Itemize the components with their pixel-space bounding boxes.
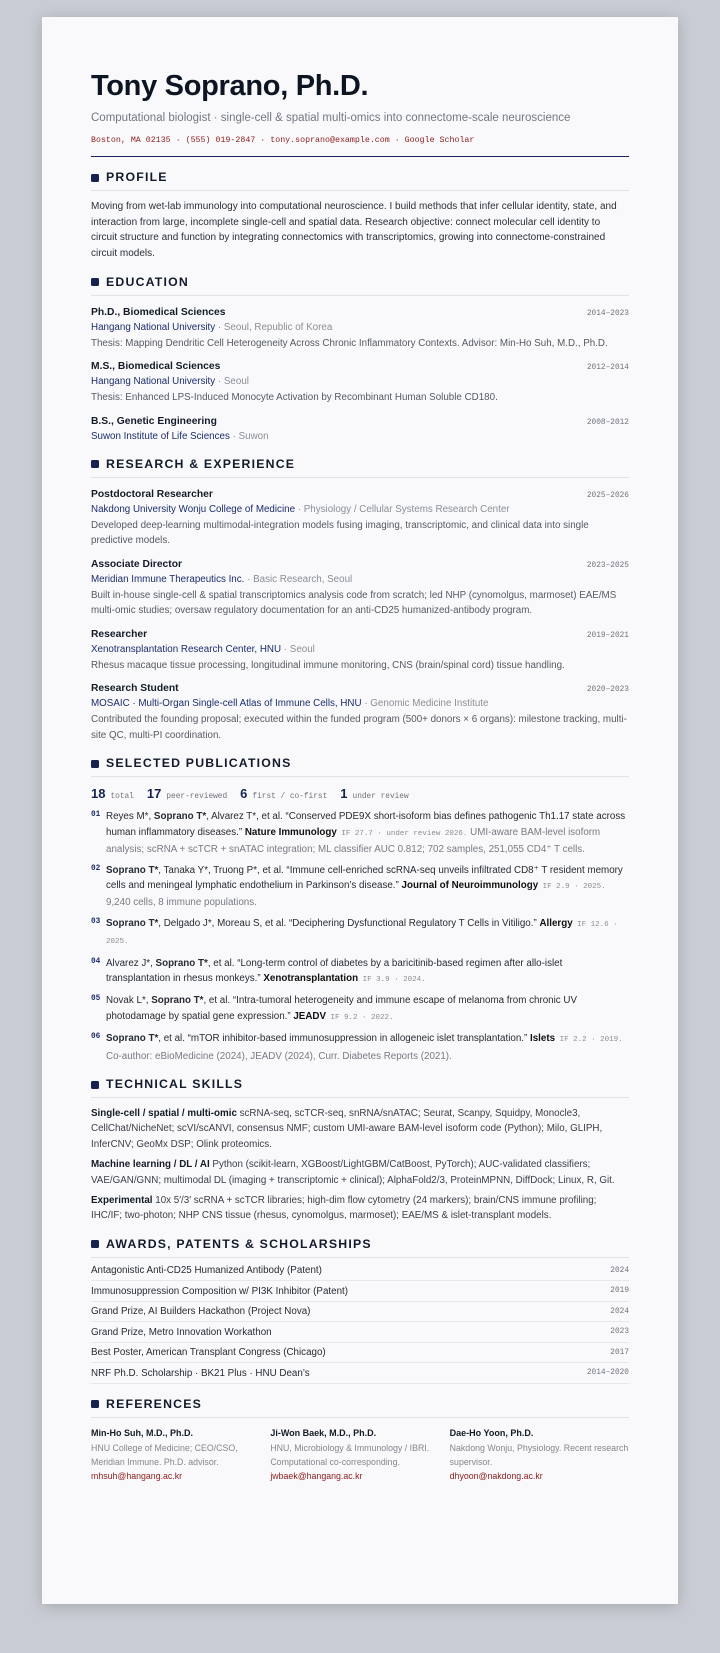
section-heading-awards: AWARDS, PATENTS & SCHOLARSHIPS [91, 1237, 629, 1258]
references-list [91, 1426, 629, 1483]
entry-location: · Genomic Medicine Institute [364, 698, 489, 710]
award-label: Grand Prize, Metro Innovation Workathon [91, 1326, 272, 1338]
self-author: Soprano T* [106, 917, 159, 929]
entry-title: Research Student [91, 683, 179, 695]
education-entry [91, 359, 629, 406]
section-marker-icon [91, 760, 99, 768]
reference-description: Nakdong Wonju, Physiology. Recent research supervisor. [449, 1442, 629, 1467]
self-author: Soprano T* [106, 864, 159, 876]
skill-category: Single-cell / spatial / multi-omic [91, 1108, 237, 1119]
stat-first-author: 6 first / co-first [240, 786, 328, 802]
reference-name: Min-Ho Suh, M.D., Ph.D. [91, 1427, 193, 1438]
journal-name: Islets [530, 1033, 556, 1045]
journal-name: Xenotransplantation [263, 972, 359, 984]
award-year: 2023 [610, 1328, 629, 1337]
journal-meta: IF 27.7 · under review 2026. [336, 829, 468, 838]
award-label: Best Poster, American Transplant Congress (Chicago) [91, 1347, 326, 1359]
section-marker-icon [91, 460, 99, 468]
publication-number: 01 [91, 811, 101, 820]
entry-description: Rhesus macaque tissue processing, longitudinal immune monitoring, CNS (brain/spinal cord) tissue handling. [91, 659, 565, 671]
publication-item: 02 Soprano T*, Tanaka Y*, Truong P*, et al. “Immune cell-enriched scRNA-seq unveils infiltrated CD8⁺ T resident memory cells and meningeal lymphatic endothelium in Parkinson’s disease.” Journal of Neuroimmunology IF 2.9 · 2025. 9,240 cells, 8 immune populations. [91, 863, 629, 911]
entry-title: Researcher [91, 628, 148, 640]
award-year: 2014–2020 [586, 1369, 629, 1378]
publication-number: 06 [91, 1033, 101, 1042]
self-author: Soprano T* [155, 957, 208, 969]
education-entry [91, 414, 629, 444]
journal-meta: IF 3.9 · 2024. [358, 975, 426, 984]
entry-description: Built in-house single-cell & spatial transcriptomics analysis code from scratch; led NHP (cynomolgus, marmoset) EAE/MS multi-omic studies; oversaw regulatory documentation for an anti-CD25 humanized-antibody program. [91, 589, 617, 617]
skill-category: Machine learning / DL / AI [91, 1159, 210, 1171]
reference-card [91, 1426, 270, 1483]
stat-total: 18 total [91, 786, 134, 802]
entry-org: Meridian Immune Therapeutics Inc. [91, 573, 245, 585]
education-entry [91, 305, 629, 352]
header-rule [91, 156, 629, 157]
award-label: Grand Prize, AI Builders Hackathon (Project Nova) [91, 1306, 311, 1318]
publication-stats [91, 786, 629, 801]
publication-number: 02 [91, 864, 101, 873]
reference-email-link[interactable]: jwbaek@hangang.ac.kr [270, 1470, 363, 1481]
entry-location: · Suwon [232, 430, 269, 442]
section-heading-publications: SELECTED PUBLICATIONS [91, 756, 629, 777]
entry-org: MOSAIC · Multi-Organ Single-cell Atlas of Immune Cells, HNU [91, 698, 362, 710]
reference-name: Ji-Won Baek, M.D., Ph.D. [270, 1427, 377, 1438]
self-author: Soprano T* [153, 811, 207, 823]
section-marker-icon [91, 1240, 99, 1248]
entry-location: · Basic Research, Seoul [247, 573, 353, 585]
award-row [91, 1363, 629, 1384]
publication-note: UMI-aware BAM-level isoform analysis; scRNA + scTCR + snATAC integration; ML classifier AUC 0.812; 702 samples, 251,055 CD4⁺ T cells. [106, 826, 601, 856]
journal-meta: IF 9.2 · 2022. [326, 1013, 394, 1022]
self-author: Soprano T* [106, 1033, 159, 1045]
journal-name: Journal of Neuroimmunology [401, 879, 539, 891]
entry-org: Nakdong University Wonju College of Medicine [91, 503, 296, 515]
section-marker-icon [91, 278, 99, 286]
reference-description: HNU College of Medicine; CEO/CSO, Meridian Immune. Ph.D. advisor. [91, 1442, 238, 1467]
skills-list [91, 1106, 629, 1224]
self-author: Soprano T* [151, 995, 204, 1007]
entry-title: Ph.D., Biomedical Sciences [91, 306, 226, 318]
section-heading-experience: RESEARCH & EXPERIENCE [91, 457, 629, 478]
reference-email-link[interactable]: dhyoon@nakdong.ac.kr [449, 1470, 543, 1481]
entry-org: Suwon Institute of Life Sciences [91, 430, 230, 442]
awards-list [91, 1261, 629, 1384]
section-heading-education: EDUCATION [91, 275, 629, 296]
award-year: 2019 [610, 1287, 629, 1296]
award-row [91, 1302, 629, 1323]
entry-date: 2020–2023 [586, 686, 629, 695]
publication-item: 01 Reyes M*, Soprano T*, Alvarez T*, et al. “Conserved PDE9X short-isoform bias defines pathogenic Th1.17 state across human inflammatory diseases.” Nature Immunology IF 27.7 · under review 2026. UMI-aware BAM-level isoform analysis; scRNA + scTCR + snATAC integration; ML classifier AUC 0.812; 702 samples, 251,055 CD4⁺ T cells. [91, 809, 629, 857]
reference-name: Dae-Ho Yoon, Ph.D. [449, 1427, 534, 1438]
experience-entry [91, 557, 629, 619]
publication-item: 03 Soprano T*, Delgado J*, Moreau S, et al. “Deciphering Dysfunctional Regulatory T Cells in Vitiligo.” Allergy IF 12.6 · 2025. [91, 916, 629, 951]
award-row [91, 1343, 629, 1364]
entry-org: Hangang National University [91, 376, 216, 388]
section-marker-icon [91, 1081, 99, 1089]
journal-meta: IF 2.9 · 2025. [538, 882, 606, 891]
entry-date: 2025–2026 [586, 491, 629, 500]
award-row [91, 1281, 629, 1302]
publication-number: 05 [91, 995, 101, 1004]
award-year: 2024 [610, 1266, 629, 1275]
section-heading-references: REFERENCES [91, 1397, 629, 1418]
journal-name: Nature Immunology [244, 826, 337, 838]
entry-description: Thesis: Mapping Dendritic Cell Heterogeneity Across Chronic Inflammatory Contexts. Advisor: Min-Ho Suh, M.D., Ph.D. [91, 337, 608, 349]
entry-date: 2023–2025 [586, 561, 629, 570]
entry-date: 2012–2014 [586, 364, 629, 373]
experience-list [91, 487, 629, 744]
award-label: NRF Ph.D. Scholarship · BK21 Plus · HNU Dean’s [91, 1367, 310, 1379]
reference-description: HNU, Microbiology & Immunology / IBRI. Computational co-corresponding. [270, 1442, 430, 1467]
experience-entry [91, 487, 629, 549]
section-heading-profile: PROFILE [91, 170, 629, 191]
experience-entry [91, 627, 629, 674]
entry-date: 2019–2021 [586, 631, 629, 640]
contact-line[interactable]: Boston, MA 02135 · (555) 019-2847 · tony.soprano@example.com · Google Scholar [91, 136, 475, 145]
award-row [91, 1322, 629, 1343]
publication-number: 03 [91, 917, 101, 926]
publication-item: 04 Alvarez J*, Soprano T*, et al. “Long-term control of diabetes by a baricitinib-based regimen after allo-islet transplantation in rhesus monkeys.” Xenotransplantation IF 3.9 · 2024. [91, 956, 629, 989]
journal-meta: IF 2.2 · 2019. [555, 1036, 623, 1045]
publication-note: 9,240 cells, 8 immune populations. [106, 897, 257, 909]
entry-title: Postdoctoral Researcher [91, 488, 213, 500]
award-year: 2024 [610, 1307, 629, 1316]
entry-description: Contributed the founding proposal; executed within the funded program (500+ donors × 6 organs): milestone tracking, multi-site QC, multi-PI coordination. [91, 714, 627, 741]
award-year: 2017 [610, 1348, 629, 1357]
reference-email-link[interactable]: mhsuh@hangang.ac.kr [91, 1470, 183, 1481]
skill-group: Single-cell / spatial / multi-omic scRNA-seq, scTCR-seq, snRNA/snATAC; Seurat, Scanpy, Squidpy, Monocle3, CellChat/NicheNet; scVI/scANVI, consensus NMF; custom UMI-aware BAM-level isoform code (Python); Milo, GLIPH, InferCNV; GeoMx DSP; Olink proteomics. [91, 1108, 603, 1150]
publication-item: 05 Novak L*, Soprano T*, et al. “Intra-tumoral heterogeneity and immune escape of melanoma from chronic UV photodamage by spatial gene expression.” JEADV IF 9.2 · 2022. [91, 993, 629, 1026]
award-label: Antagonistic Anti-CD25 Humanized Antibody (Patent) [91, 1265, 322, 1277]
entry-title: M.S., Biomedical Sciences [91, 361, 221, 373]
reference-card [270, 1426, 449, 1483]
skill-group: Experimental 10x 5′/3′ scRNA + scTCR libraries; high-dim flow cytometry (24 markers); brain/CNS immune profiling; IHC/IF; two-photon; NHP CNS tissue (rhesus, cynomolgus, marmoset); EAE/MS & islet-transplant models. [91, 1195, 597, 1222]
publication-number: 04 [91, 957, 101, 966]
entry-description: Developed deep-learning multimodal-integration models fusing imaging, transcriptomic, and clinical data into single predictive models. [91, 519, 589, 547]
education-list [91, 305, 629, 444]
section-heading-skills: TECHNICAL SKILLS [91, 1077, 629, 1098]
entry-location: · Seoul, Republic of Korea [217, 321, 333, 333]
resume-page [42, 17, 678, 1604]
reference-card [450, 1426, 629, 1483]
entry-org: Xenotransplantation Research Center, HNU [91, 643, 282, 655]
entry-date: 2008–2012 [586, 418, 629, 427]
publication-list [91, 809, 629, 1064]
journal-name: Allergy [539, 917, 573, 929]
section-marker-icon [91, 174, 99, 182]
entry-date: 2014–2023 [586, 309, 629, 318]
experience-entry [91, 681, 629, 743]
stat-under-review: 1 under review [340, 786, 409, 802]
tagline: Computational biologist · single-cell & spatial multi-omics into connectome-scale neuroscience [91, 112, 571, 124]
candidate-name: Tony Soprano, Ph.D. [91, 70, 369, 102]
award-row [91, 1261, 629, 1282]
entry-location: · Physiology / Cellular Systems Research Center [297, 503, 510, 515]
publication-note: Co-author: eBioMedicine (2024), JEADV (2024), Curr. Diabetes Reports (2021). [106, 1050, 452, 1062]
stat-peer-reviewed: 17 peer-reviewed [146, 786, 228, 802]
skill-category: Experimental [91, 1195, 153, 1207]
entry-title: Associate Director [91, 558, 182, 570]
skill-group: Machine learning / DL / AI Python (scikit-learn, XGBoost/LightGBM/CatBoost, PyTorch); AUC-validated classifiers; VAE/GAN/GNN; multimodal DL (imaging + transcriptomic + clinical); AlphaFold2/3, ProteinMPNN, DiffDock; Linux, R, Git. [91, 1159, 615, 1186]
entry-org: Hangang National University [91, 321, 216, 333]
publication-item: 06 Soprano T*, et al. “mTOR inhibitor-based immunosuppression in allogeneic islet transplantation.” Islets IF 2.2 · 2019. Co-author: eBioMedicine (2024), JEADV (2024), Curr. Diabetes Reports (2021). [91, 1031, 629, 1064]
section-marker-icon [91, 1400, 99, 1408]
award-label: Immunosuppression Composition w/ PI3K Inhibitor (Patent) [91, 1285, 349, 1297]
journal-name: JEADV [293, 1010, 327, 1022]
entry-location: · Seoul [283, 643, 315, 655]
entry-title: B.S., Genetic Engineering [91, 415, 217, 427]
profile-text: Moving from wet-lab immunology into computational neuroscience. I build methods that infer cellular identity, state, and interaction from large, incomplete single-cell and spatial data. Research objective: connect molecular cell identity to circuit structure and function by integrating connectomics with transcriptomics, growing into connectome-constrained circuit models. [91, 201, 617, 260]
entry-location: · Seoul [217, 376, 249, 388]
entry-description: Thesis: Enhanced LPS-Induced Monocyte Activation by Recombinant Human Soluble CD180. [91, 392, 498, 404]
journal-meta: IF 12.6 · 2025. [106, 920, 618, 947]
